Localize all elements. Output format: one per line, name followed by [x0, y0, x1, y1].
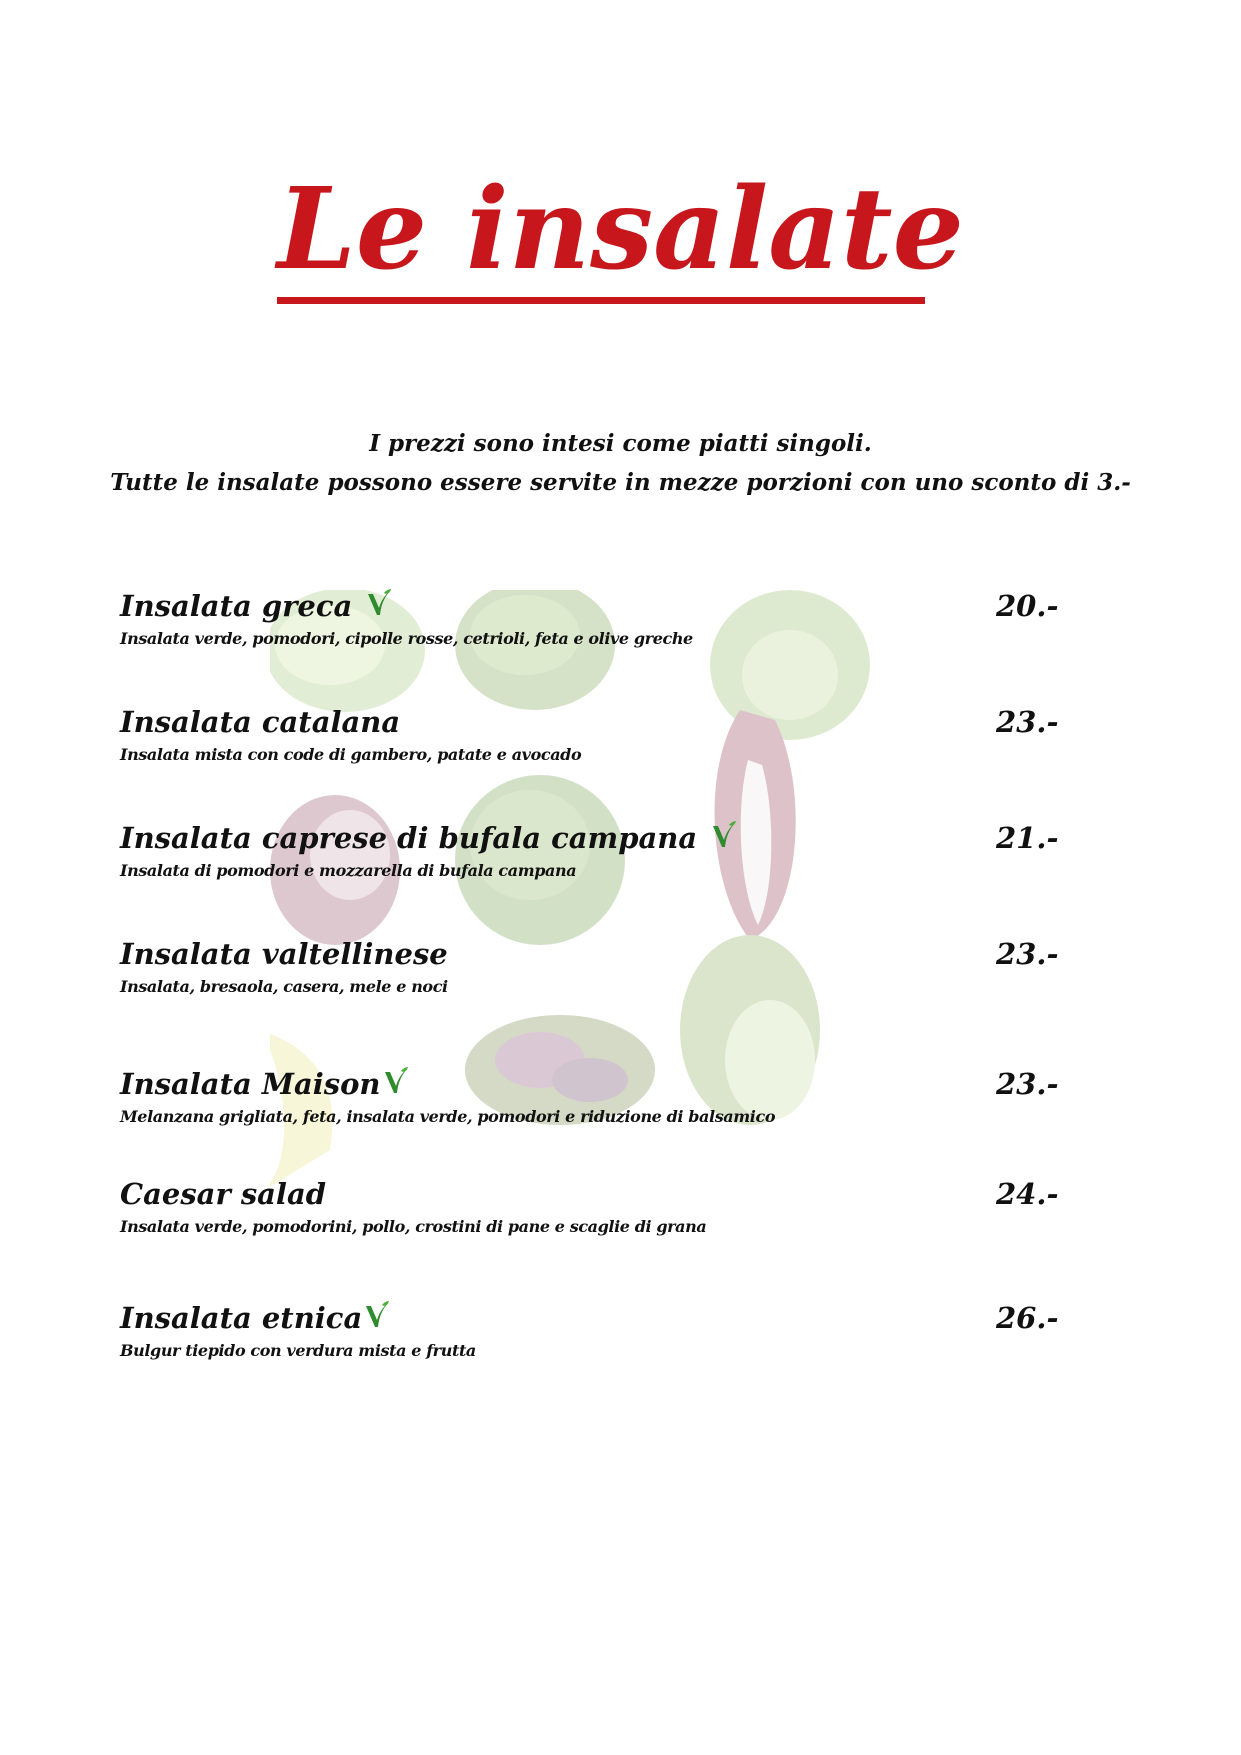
item-price: 23.- — [996, 937, 1059, 971]
item-description: Bulgur tiepido con verdura mista e frutta — [120, 1341, 476, 1360]
menu-item-insalata-catalana — [120, 702, 1120, 802]
item-description: Insalata, bresaola, casera, mele e noci — [120, 977, 448, 996]
vegetarian-leaf-icon — [383, 1066, 409, 1096]
menu-item-caesar-salad — [120, 1174, 1120, 1274]
item-price: 24.- — [996, 1177, 1059, 1211]
vegetarian-leaf-icon — [364, 1300, 390, 1330]
item-price: 23.- — [996, 705, 1059, 739]
item-description: Melanzana grigliata, feta, insalata verde, pomodori e riduzione di balsamico — [120, 1107, 776, 1126]
page-title: Le insalate — [277, 164, 964, 295]
item-name: Insalata greca — [120, 586, 392, 626]
item-name: Insalata etnica — [120, 1298, 390, 1338]
item-name: Insalata catalana — [120, 705, 401, 739]
title-underline — [277, 297, 925, 304]
menu-item-insalata-valtellinese — [120, 934, 1120, 1034]
item-name: Insalata Maison — [120, 1064, 409, 1104]
item-price: 26.- — [996, 1301, 1059, 1335]
item-description: Insalata di pomodori e mozzarella di bufala campana — [120, 861, 577, 880]
item-name: Caesar salad — [120, 1177, 327, 1211]
item-description: Insalata mista con code di gambero, patate e avocado — [120, 745, 582, 764]
menu-item-insalata-maison — [120, 1064, 1120, 1164]
menu-item-insalata-greca — [120, 586, 1120, 686]
item-name: Insalata valtellinese — [120, 937, 448, 971]
vegetarian-leaf-icon — [711, 820, 737, 850]
vegetarian-leaf-icon — [366, 588, 392, 618]
menu-item-insalata-etnica — [120, 1298, 1120, 1398]
item-price: 23.- — [996, 1067, 1059, 1101]
intro-line-prices: I prezzi sono intesi come piatti singoli. — [369, 430, 872, 457]
item-description: Insalata verde, pomodorini, pollo, crostini di pane e scaglie di grana — [120, 1217, 707, 1236]
item-price: 20.- — [996, 589, 1059, 623]
item-description: Insalata verde, pomodori, cipolle rosse, cetrioli, feta e olive greche — [120, 629, 693, 648]
menu-item-insalata-caprese — [120, 818, 1120, 918]
item-price: 21.- — [996, 821, 1059, 855]
item-name: Insalata caprese di bufala campana — [120, 818, 737, 858]
intro-line-half-portions: Tutte le insalate possono essere servite in mezze porzioni con uno sconto di 3.- — [110, 469, 1131, 496]
